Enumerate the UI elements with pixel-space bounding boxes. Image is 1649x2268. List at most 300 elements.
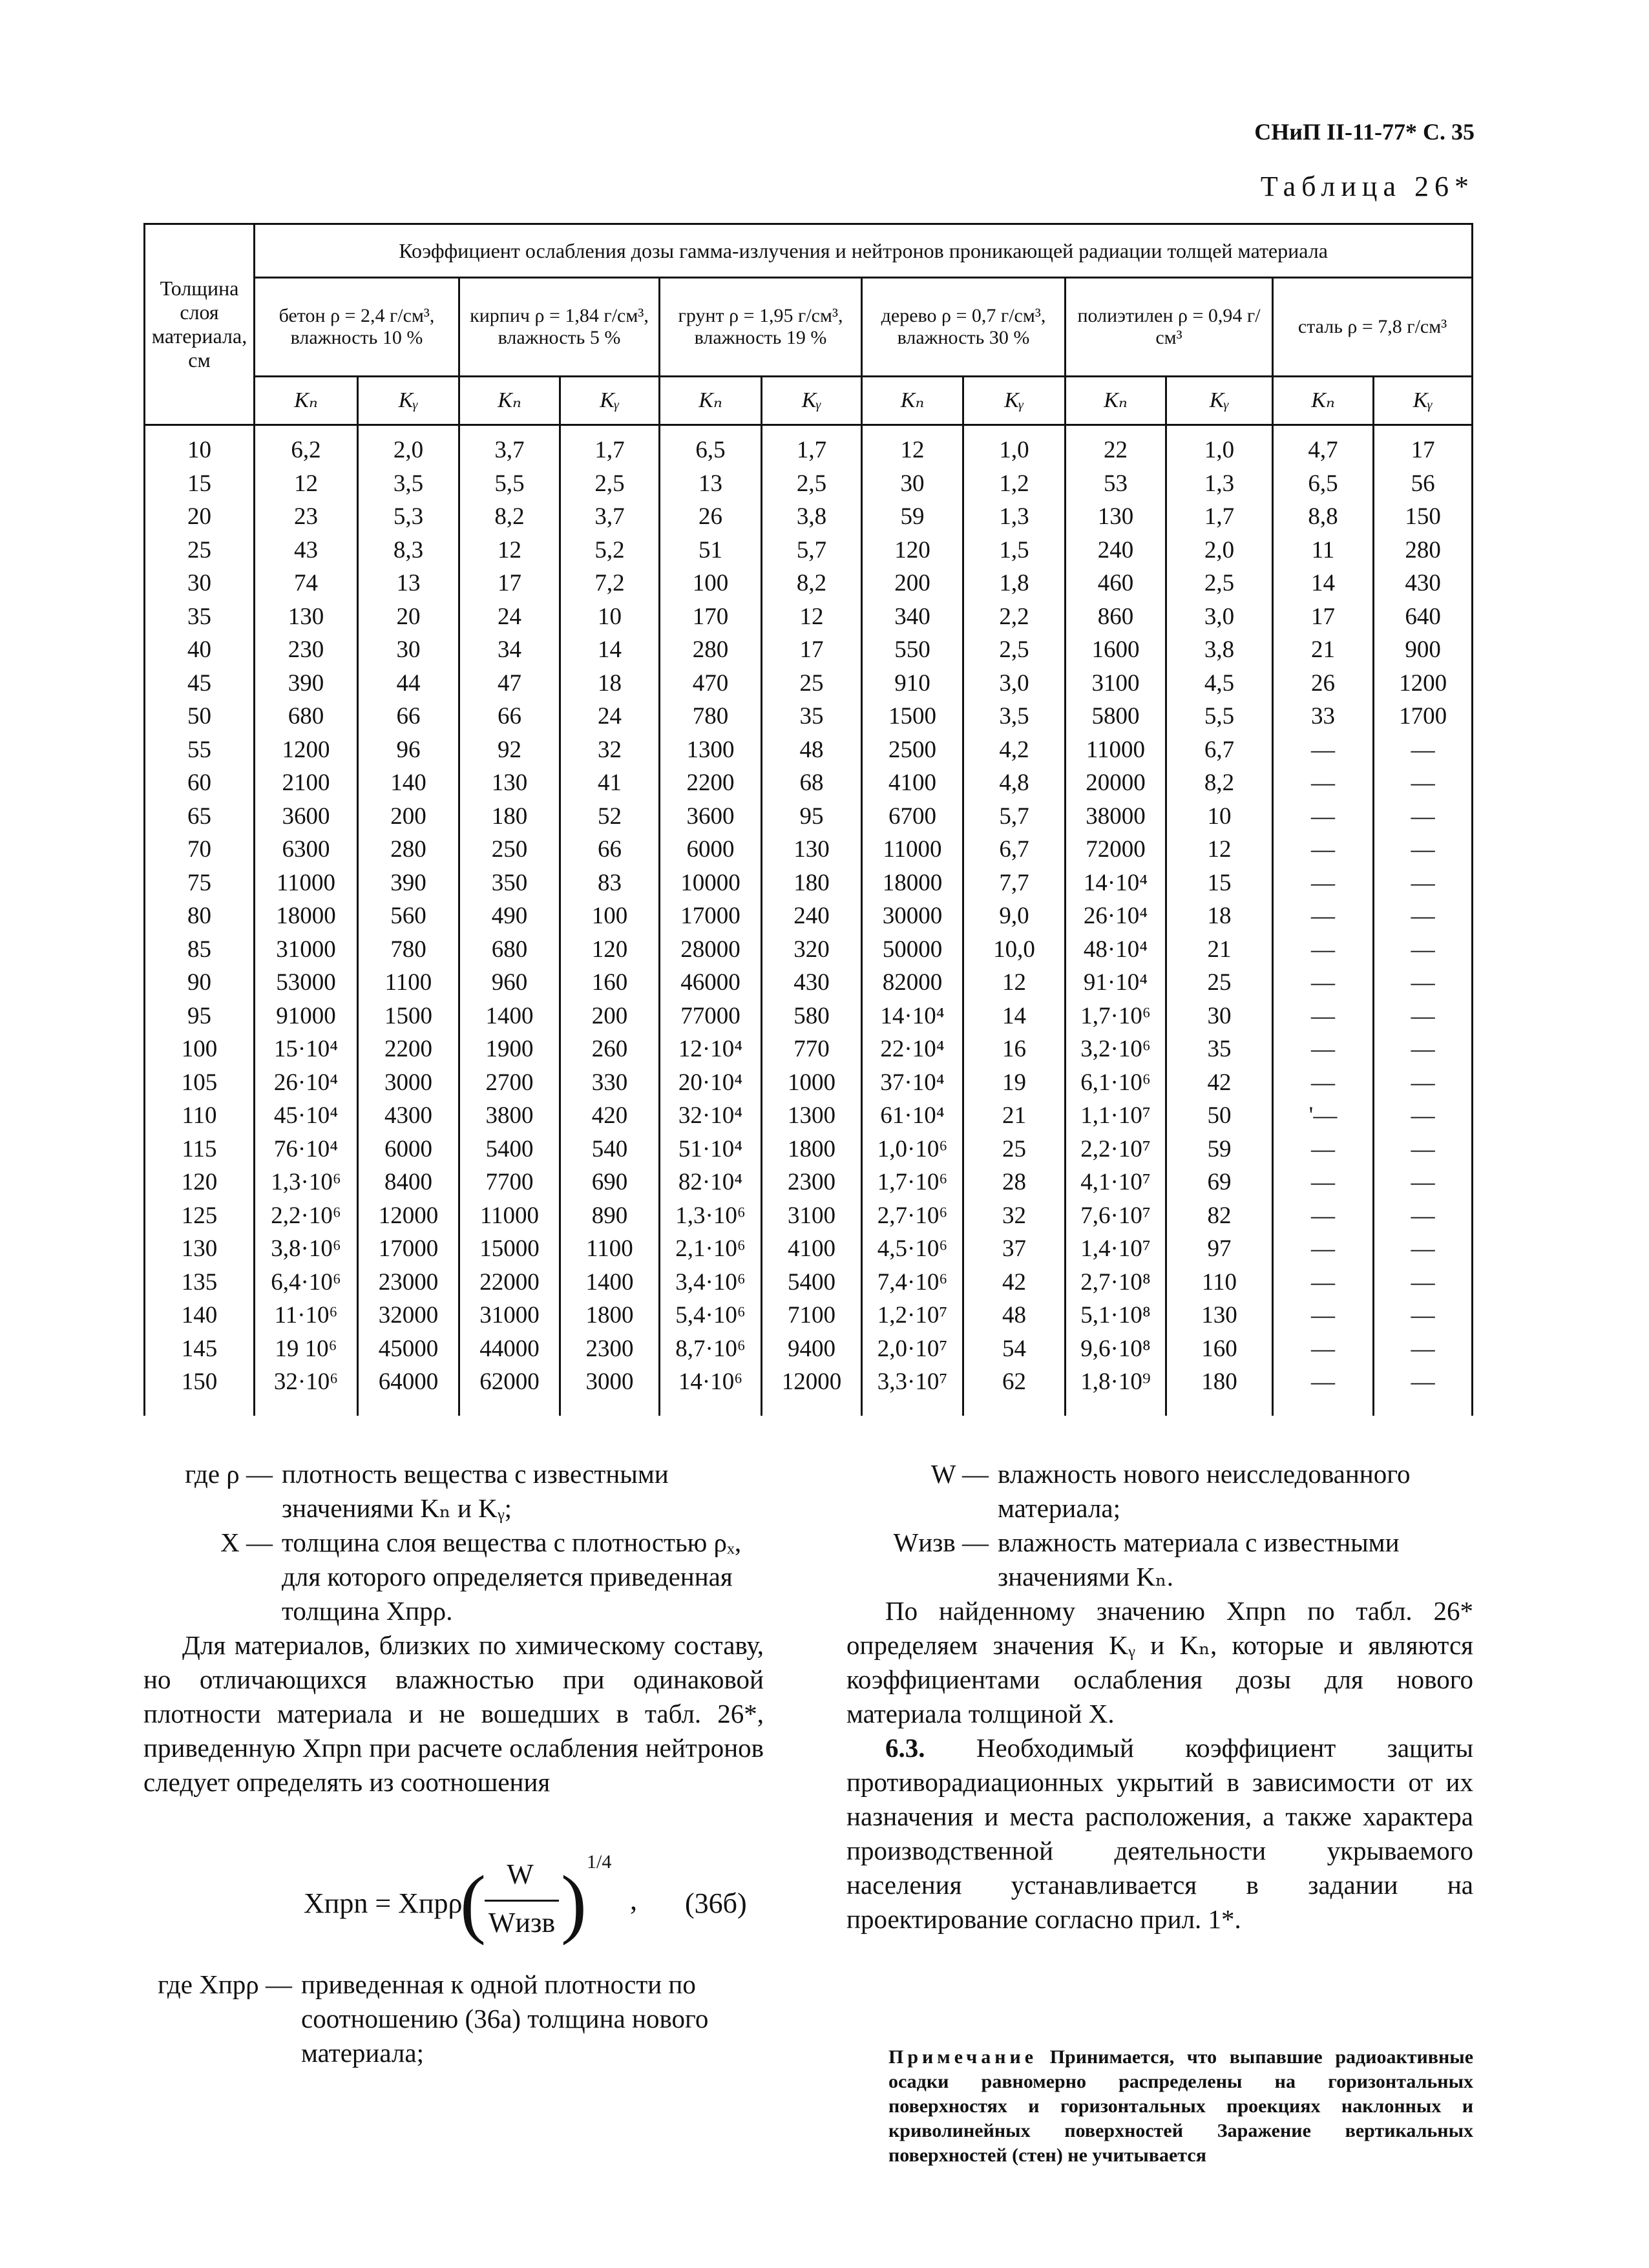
- coef-cell: 1,3·10⁶: [660, 1199, 762, 1233]
- coef-cell: 45·10⁴: [255, 1099, 358, 1133]
- coef-cell: 21: [963, 1099, 1066, 1133]
- thickness-cell: 70: [145, 833, 255, 866]
- coef-cell: 3,5: [358, 467, 459, 501]
- coef-cell: 8,8: [1273, 500, 1374, 534]
- coef-cell: —: [1273, 1066, 1374, 1100]
- coef-cell: 280: [358, 833, 459, 866]
- definition-term: где Xпрρ —: [158, 1969, 292, 1999]
- coef-cell: 430: [1374, 567, 1473, 600]
- coef-cell: 28: [963, 1166, 1066, 1199]
- coef-cell: 4,1·10⁷: [1066, 1166, 1166, 1199]
- coef-cell: 14: [963, 1000, 1066, 1033]
- coef-cell: 130: [459, 766, 560, 800]
- coef-cell: 200: [560, 1000, 660, 1033]
- coef-cell: 6000: [358, 1133, 459, 1166]
- table-row: [145, 467, 1473, 501]
- coef-cell: 12: [762, 600, 862, 634]
- coef-cell: 44000: [459, 1332, 560, 1366]
- coef-cell: 51·10⁴: [660, 1133, 762, 1166]
- coef-cell: 69: [1166, 1166, 1273, 1199]
- thickness-cell: 10: [145, 425, 255, 467]
- coef-cell: 17: [1374, 425, 1473, 467]
- coef-cell: 470: [660, 667, 762, 700]
- definition-w: [846, 1457, 1473, 1526]
- coef-cell: 2,0: [358, 425, 459, 467]
- coef-cell: —: [1374, 1133, 1473, 1166]
- coef-cell: 3,2·10⁶: [1066, 1033, 1166, 1066]
- material-wood: дерево ρ = 0,7 г/см³, влажность 30 %: [862, 278, 1066, 377]
- coef-cell: 17: [762, 633, 862, 667]
- coef-cell: 76·10⁴: [255, 1133, 358, 1166]
- coef-cell: 2700: [459, 1066, 560, 1100]
- coef-cell: 6000: [660, 833, 762, 866]
- coef-cell: 1,7·10⁶: [862, 1166, 963, 1199]
- coef-cell: 1,0: [1166, 425, 1273, 467]
- table-row: [145, 1133, 1473, 1166]
- coef-cell: 1500: [862, 700, 963, 733]
- coef-cell: 1,8·10⁹: [1066, 1365, 1166, 1416]
- coef-cell: 2,1·10⁶: [660, 1232, 762, 1266]
- table-row: [145, 899, 1473, 933]
- coef-cell: 56: [1374, 467, 1473, 501]
- coef-cell: 10: [560, 600, 660, 634]
- coef-cell: 53000: [255, 966, 358, 1000]
- coef-cell: 1700: [1374, 700, 1473, 733]
- coef-cell: 5,3: [358, 500, 459, 534]
- coef-cell: 82000: [862, 966, 963, 1000]
- coef-cell: —: [1273, 1232, 1374, 1266]
- thickness-cell: 105: [145, 1066, 255, 1100]
- thickness-cell: 20: [145, 500, 255, 534]
- coef-cell: —: [1374, 1365, 1473, 1416]
- coef-cell: —: [1374, 1299, 1473, 1332]
- coef-cell: 91·10⁴: [1066, 966, 1166, 1000]
- coef-cell: 17: [1273, 600, 1374, 634]
- coef-cell: 1,0·10⁶: [862, 1133, 963, 1166]
- coef-cell: —: [1374, 1232, 1473, 1266]
- coef-cell: 780: [358, 933, 459, 967]
- coef-cell: 19: [963, 1066, 1066, 1100]
- coef-cell: 2,5: [963, 633, 1066, 667]
- definition-wizv: [846, 1526, 1473, 1594]
- coef-cell: 860: [1066, 600, 1166, 634]
- table-row: [145, 1365, 1473, 1416]
- coef-cell: 8,2: [459, 500, 560, 534]
- thickness-cell: 45: [145, 667, 255, 700]
- coef-cell: 10000: [660, 866, 762, 900]
- coef-cell: 260: [560, 1033, 660, 1066]
- coef-cell: 1200: [255, 733, 358, 767]
- thickness-cell: 130: [145, 1232, 255, 1266]
- coef-cell: 11000: [1066, 733, 1166, 767]
- coef-cell: 490: [459, 899, 560, 933]
- attenuation-table: [143, 223, 1473, 1416]
- coef-cell: 900: [1374, 633, 1473, 667]
- coef-cell: 15000: [459, 1232, 560, 1266]
- coef-cell: 51: [660, 534, 762, 567]
- coef-cell: 96: [358, 733, 459, 767]
- coef-cell: 30: [862, 467, 963, 501]
- coef-cell: 3,8: [762, 500, 862, 534]
- coef-cell: 3,5: [963, 700, 1066, 733]
- definition-term: X —: [220, 1528, 273, 1557]
- thickness-cell: 75: [145, 866, 255, 900]
- coef-cell: 4,8: [963, 766, 1066, 800]
- coef-cell: 45000: [358, 1332, 459, 1366]
- coef-cell: 23000: [358, 1266, 459, 1299]
- coef-cell: 72000: [1066, 833, 1166, 866]
- coef-cell: 32: [560, 733, 660, 767]
- thickness-cell: 140: [145, 1299, 255, 1332]
- coef-cell: 340: [862, 600, 963, 634]
- coef-cell: 9,0: [963, 899, 1066, 933]
- coef-cell: —: [1273, 1133, 1374, 1166]
- coef-cell: 26: [1273, 667, 1374, 700]
- coef-cell: 6,5: [660, 425, 762, 467]
- coef-cell: 31000: [255, 933, 358, 967]
- coef-cell: 52: [560, 800, 660, 834]
- thickness-cell: 120: [145, 1166, 255, 1199]
- coef-cell: 6300: [255, 833, 358, 866]
- coef-cell: 1,7: [762, 425, 862, 467]
- coef-cell: 390: [255, 667, 358, 700]
- coef-cell: 240: [1066, 534, 1166, 567]
- coef-cell: 6,7: [1166, 733, 1273, 767]
- coef-cell: 130: [762, 833, 862, 866]
- coef-cell: —: [1273, 1199, 1374, 1233]
- coef-cell: 3,7: [459, 425, 560, 467]
- coef-cell: 4,5: [1166, 667, 1273, 700]
- coef-cell: 8400: [358, 1166, 459, 1199]
- fraction-bar: [485, 1900, 559, 1902]
- coef-cell: 91000: [255, 1000, 358, 1033]
- coef-cell: 14·10⁴: [862, 1000, 963, 1033]
- coef-cell: 780: [660, 700, 762, 733]
- coef-cell: 13: [660, 467, 762, 501]
- thickness-cell: 35: [145, 600, 255, 634]
- coef-cell: 250: [459, 833, 560, 866]
- coef-cell: —: [1273, 966, 1374, 1000]
- coef-cell: 8,3: [358, 534, 459, 567]
- coef-cell: 22: [1066, 425, 1166, 467]
- coef-cell: 12: [862, 425, 963, 467]
- coef-cell: —: [1374, 733, 1473, 767]
- coef-kg: Kᵧ: [1374, 377, 1473, 425]
- formula-number: (36б): [685, 1887, 747, 1919]
- coef-cell: 11·10⁶: [255, 1299, 358, 1332]
- coef-cell: —: [1374, 1000, 1473, 1033]
- coef-cell: 910: [862, 667, 963, 700]
- coef-cell: 1300: [762, 1099, 862, 1133]
- coef-cell: 37: [963, 1232, 1066, 1266]
- coef-cell: 3100: [1066, 667, 1166, 700]
- coef-cell: 3,8·10⁶: [255, 1232, 358, 1266]
- definition-rho: [143, 1457, 764, 1526]
- coef-kn: Kₙ: [660, 377, 762, 425]
- material-soil: грунт ρ = 1,95 г/см³, влажность 19 %: [660, 278, 862, 377]
- coef-cell: 3,4·10⁶: [660, 1266, 762, 1299]
- coef-cell: 1,3: [1166, 467, 1273, 501]
- coef-kn: Kₙ: [255, 377, 358, 425]
- coef-cell: 390: [358, 866, 459, 900]
- formula-denominator: Wизв: [488, 1907, 556, 1938]
- coef-cell: —: [1374, 933, 1473, 967]
- coef-cell: 15·10⁴: [255, 1033, 358, 1066]
- coef-cell: 42: [1166, 1066, 1273, 1100]
- coef-cell: 5,5: [1166, 700, 1273, 733]
- note-text: Принимается, что выпавшие радиоактивные осадки равномерно распределены на горизонтальных поверхностях и горизонтальных проекциях наклонных и криволинейных поверхностей Заражение вертикальных поверхностей (стен) не учитывается: [888, 2046, 1474, 2166]
- coef-cell: 3000: [358, 1066, 459, 1100]
- coef-cell: 1,0: [963, 425, 1066, 467]
- coef-cell: 47: [459, 667, 560, 700]
- coef-cell: 3,7: [560, 500, 660, 534]
- coef-cell: 48: [762, 733, 862, 767]
- coef-cell: 5,7: [963, 800, 1066, 834]
- coef-cell: 2,7·10⁶: [862, 1199, 963, 1233]
- coef-cell: 320: [762, 933, 862, 967]
- material-concrete: бетон ρ = 2,4 г/см³, влажность 10 %: [255, 278, 459, 377]
- coef-cell: 11000: [459, 1199, 560, 1233]
- coef-cell: 59: [1166, 1133, 1273, 1166]
- table-body: [145, 425, 1473, 1416]
- coef-cell: —: [1374, 1266, 1473, 1299]
- coef-cell: 19 10⁶: [255, 1332, 358, 1366]
- coef-cell: 160: [1166, 1332, 1273, 1366]
- coef-cell: 1100: [358, 966, 459, 1000]
- coef-cell: 8,2: [762, 567, 862, 600]
- coef-cell: 13: [358, 567, 459, 600]
- coef-cell: —: [1374, 833, 1473, 866]
- coef-cell: —: [1374, 1033, 1473, 1066]
- coef-cell: 12: [1166, 833, 1273, 866]
- coef-cell: 100: [660, 567, 762, 600]
- coef-cell: 32: [963, 1199, 1066, 1233]
- coef-cell: 280: [660, 633, 762, 667]
- coef-cell: 66: [459, 700, 560, 733]
- coef-cell: 2500: [862, 733, 963, 767]
- paren-left: (: [460, 1860, 486, 1946]
- coef-cell: 1,7·10⁶: [1066, 1000, 1166, 1033]
- thickness-cell: 150: [145, 1365, 255, 1416]
- table-row: [145, 1266, 1473, 1299]
- coef-cell: 3,0: [963, 667, 1066, 700]
- coef-cell: 5,2: [560, 534, 660, 567]
- coef-cell: 1,5: [963, 534, 1066, 567]
- coef-cell: 680: [459, 933, 560, 967]
- coef-cell: 82·10⁴: [660, 1166, 762, 1199]
- coef-cell: —: [1374, 800, 1473, 834]
- coef-cell: 540: [560, 1133, 660, 1166]
- coef-cell: 2200: [660, 766, 762, 800]
- coef-cell: 42: [963, 1266, 1066, 1299]
- table-row: [145, 733, 1473, 767]
- coef-cell: 17: [459, 567, 560, 600]
- coef-cell: 12·10⁴: [660, 1033, 762, 1066]
- coef-cell: 120: [862, 534, 963, 567]
- table-row: [145, 766, 1473, 800]
- coef-cell: 8,2: [1166, 766, 1273, 800]
- coef-cell: —: [1273, 766, 1374, 800]
- coef-cell: 24: [560, 700, 660, 733]
- coef-cell: 2,0: [1166, 534, 1273, 567]
- coef-cell: —: [1273, 800, 1374, 834]
- coef-cell: —: [1273, 933, 1374, 967]
- coef-cell: 330: [560, 1066, 660, 1100]
- coef-cell: 48: [963, 1299, 1066, 1332]
- material-brick: кирпич ρ = 1,84 г/см³, влажность 5 %: [459, 278, 660, 377]
- coef-cell: 2,2·10⁷: [1066, 1133, 1166, 1166]
- thickness-cell: 125: [145, 1199, 255, 1233]
- coef-cell: —: [1273, 1033, 1374, 1066]
- section-text: Необходимый коэффициент защиты противорадиационных укрытий в зависимости от их назначения и места расположения, а также характера производственной деятельности укрываемого населения устанавливается в задании на проектирование согласно прил. 1*.: [846, 1733, 1474, 1934]
- table-row: [145, 534, 1473, 567]
- coef-cell: 2,2·10⁶: [255, 1199, 358, 1233]
- thickness-cell: 15: [145, 467, 255, 501]
- coef-cell: 16: [963, 1033, 1066, 1066]
- material-polyethylene: полиэтилен ρ = 0,94 г/см³: [1066, 278, 1273, 377]
- coef-cell: 38000: [1066, 800, 1166, 834]
- thickness-cell: 85: [145, 933, 255, 967]
- coef-cell: —: [1273, 899, 1374, 933]
- coef-cell: 580: [762, 1000, 862, 1033]
- coef-cell: 5,1·10⁸: [1066, 1299, 1166, 1332]
- coef-header-row: [145, 377, 1473, 425]
- coef-cell: 420: [560, 1099, 660, 1133]
- definition-xpr: [143, 1968, 764, 2070]
- table-row: [145, 425, 1473, 467]
- coef-cell: 200: [862, 567, 963, 600]
- coef-cell: 1200: [1374, 667, 1473, 700]
- coef-cell: —: [1374, 966, 1473, 1000]
- coef-cell: —: [1374, 866, 1473, 900]
- coef-cell: 50000: [862, 933, 963, 967]
- coef-cell: 12: [459, 534, 560, 567]
- coef-cell: 130: [1166, 1299, 1273, 1332]
- definition-text: плотность вещества с известными значениями Kₙ и Kᵧ;: [282, 1459, 669, 1523]
- thickness-cell: 145: [145, 1332, 255, 1366]
- note: [888, 2045, 1473, 2168]
- row-header: Толщина слоя материала, см: [145, 224, 255, 425]
- table-row: [145, 1199, 1473, 1233]
- coef-cell: 9,6·10⁸: [1066, 1332, 1166, 1366]
- section-number: 6.3.: [885, 1733, 925, 1763]
- coef-cell: 62: [963, 1365, 1066, 1416]
- coef-cell: 14: [560, 633, 660, 667]
- coef-cell: 22·10⁴: [862, 1033, 963, 1066]
- coef-cell: —: [1273, 1166, 1374, 1199]
- coef-cell: 1,2: [963, 467, 1066, 501]
- coef-cell: 6,2: [255, 425, 358, 467]
- coef-kn: Kₙ: [459, 377, 560, 425]
- coef-cell: 1,4·10⁷: [1066, 1232, 1166, 1266]
- table-row: [145, 600, 1473, 634]
- coef-cell: 95: [762, 800, 862, 834]
- coef-cell: 3000: [560, 1365, 660, 1416]
- table-row: [145, 1033, 1473, 1066]
- coef-cell: 2,5: [1166, 567, 1273, 600]
- coef-cell: '—: [1273, 1099, 1374, 1133]
- coef-cell: 1100: [560, 1232, 660, 1266]
- coef-cell: 11000: [255, 866, 358, 900]
- table-row: [145, 1166, 1473, 1199]
- coef-cell: 7,7: [963, 866, 1066, 900]
- coef-cell: 82: [1166, 1199, 1273, 1233]
- table-row: [145, 1232, 1473, 1266]
- paren-right: ): [561, 1860, 587, 1946]
- coef-cell: 41: [560, 766, 660, 800]
- thickness-cell: 25: [145, 534, 255, 567]
- coef-cell: 59: [862, 500, 963, 534]
- coef-cell: 83: [560, 866, 660, 900]
- coef-cell: 200: [358, 800, 459, 834]
- coef-cell: —: [1273, 866, 1374, 900]
- table-title: Таблица 26*: [1260, 171, 1475, 202]
- coef-cell: 4,5·10⁶: [862, 1232, 963, 1266]
- coef-cell: —: [1273, 1299, 1374, 1332]
- coef-cell: 2300: [560, 1332, 660, 1366]
- coef-cell: 32·10⁴: [660, 1099, 762, 1133]
- coef-cell: 7,6·10⁷: [1066, 1199, 1166, 1233]
- coef-cell: 14: [1273, 567, 1374, 600]
- coef-cell: 140: [358, 766, 459, 800]
- table-row: [145, 966, 1473, 1000]
- coef-cell: 32000: [358, 1299, 459, 1332]
- coef-cell: 25: [963, 1133, 1066, 1166]
- coef-cell: 6,5: [1273, 467, 1374, 501]
- coef-cell: 4,2: [963, 733, 1066, 767]
- thickness-cell: 110: [145, 1099, 255, 1133]
- thickness-cell: 60: [145, 766, 255, 800]
- coef-cell: 130: [255, 600, 358, 634]
- coef-cell: 14·10⁴: [1066, 866, 1166, 900]
- coef-cell: 2100: [255, 766, 358, 800]
- coef-cell: 6,7: [963, 833, 1066, 866]
- coef-kg: Kᵧ: [762, 377, 862, 425]
- coef-cell: 120: [560, 933, 660, 967]
- coef-cell: 3,3·10⁷: [862, 1365, 963, 1416]
- coef-cell: 62000: [459, 1365, 560, 1416]
- coef-cell: 20000: [1066, 766, 1166, 800]
- coef-cell: 97: [1166, 1232, 1273, 1266]
- coef-cell: 35: [1166, 1033, 1273, 1066]
- coef-cell: —: [1374, 1166, 1473, 1199]
- thickness-cell: 95: [145, 1000, 255, 1033]
- thickness-cell: 100: [145, 1033, 255, 1066]
- coef-cell: 230: [255, 633, 358, 667]
- coef-cell: 7,4·10⁶: [862, 1266, 963, 1299]
- coef-cell: 54: [963, 1332, 1066, 1366]
- table-row: [145, 833, 1473, 866]
- coef-cell: 26·10⁴: [255, 1066, 358, 1100]
- coef-cell: 6700: [862, 800, 963, 834]
- coef-cell: 64000: [358, 1365, 459, 1416]
- coef-cell: 770: [762, 1033, 862, 1066]
- thickness-cell: 40: [145, 633, 255, 667]
- coef-cell: 1800: [560, 1299, 660, 1332]
- coef-cell: —: [1273, 1266, 1374, 1299]
- coef-cell: 2,5: [762, 467, 862, 501]
- coef-cell: 66: [358, 700, 459, 733]
- coef-cell: 30: [358, 633, 459, 667]
- thickness-cell: 65: [145, 800, 255, 834]
- thickness-cell: 30: [145, 567, 255, 600]
- table-row: [145, 633, 1473, 667]
- coef-cell: 15: [1166, 866, 1273, 900]
- coef-cell: 24: [459, 600, 560, 634]
- coef-cell: 1900: [459, 1033, 560, 1066]
- definition-term: W —: [930, 1459, 989, 1489]
- coef-cell: 6,4·10⁶: [255, 1266, 358, 1299]
